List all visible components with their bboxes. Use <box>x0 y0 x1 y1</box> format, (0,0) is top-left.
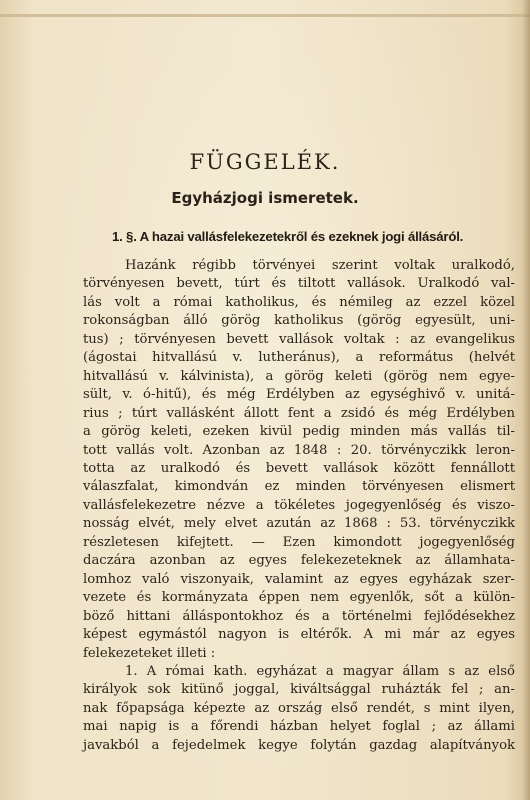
appendix-subheading: Egyházjogi ismeretek. <box>171 189 359 207</box>
text-line: mai napig is a főrendi házban helyet foglal ; az állami <box>83 719 515 735</box>
text-line: vallásfelekezetre nézve a tökéletes jogegyenlőség és viszo- <box>83 497 515 513</box>
text-line: daczára azonban az egyes felekezeteknek az államhata- <box>83 553 515 569</box>
text-line: 1. A római kath. egyházat a magyar állam s az első <box>125 663 515 679</box>
text-line: törvényesen bevett, túrt és tiltott vallások. Uralkodó val- <box>83 276 515 292</box>
page-binding-shadow <box>522 0 530 800</box>
text-line: totta az uralkodó és bevett vallások között fennállott <box>83 460 515 476</box>
text-line: vezete és kormányzata éppen nem egyenlők, sőt a külön- <box>83 590 515 606</box>
text-line: nak főpapsága képezte az ország első rendét, s mint ilyen, <box>83 700 515 716</box>
text-line: javakból a fejedelmek kegye folytán gazdag alapítványok <box>83 737 515 753</box>
text-line: rokonságban álló görög katholikus (görög egyesült, uni- <box>83 313 515 329</box>
text-line: lás volt a római katholikus, és némileg az ezzel közel <box>83 294 515 310</box>
text-line: felekezeteket illeti : <box>83 645 216 661</box>
page-top-edge <box>0 14 530 17</box>
text-line: (ágostai hitvallású v. lutheránus), a református (helvét <box>83 350 515 366</box>
text-line: tus) ; törvényesen bevett vallások voltak : az evangelikus <box>83 331 515 347</box>
text-line: képest egymástól nagyon is eltérők. A mi már az egyes <box>83 627 515 643</box>
section-title: 1. §. A hazai vallásfelekezetekről és ezeknek jogi állásáról. <box>112 229 464 244</box>
text-line: hitvallású v. kálvinista), a görög keleti (görög nem egye- <box>83 368 515 384</box>
text-line: sült, v. ó-hitű), és még Erdélyben az egységhivő v. unitá- <box>83 387 515 403</box>
text-line: nosság elvét, mely elvet azután az 1868 : 53. törvényczikk <box>83 516 515 532</box>
body-text <box>83 257 515 755</box>
text-line: lomhoz való viszonyaik, valamint az egyes egyházak szer- <box>83 571 515 587</box>
text-line: tott vallás volt. Azonban az 1848 : 20. törvényczikk leron- <box>83 442 515 458</box>
text-line: részletesen kifejtett. — Ezen kimondott jogegyenlőség <box>83 534 515 550</box>
text-line: böző hittani álláspontokhoz és a történelmi fejlődésekhez <box>83 608 515 624</box>
text-line: Hazánk régibb törvényei szerint voltak uralkodó, <box>125 258 515 273</box>
text-line: a görög keleti, ezeken kivül pedig minden más vallás til- <box>83 424 515 440</box>
text-line: válaszfalat, kimondván ez minden törvényesen elismert <box>83 479 515 495</box>
text-line: rius ; túrt vallásként állott fent a zsidó és még Erdélyben <box>83 405 515 421</box>
text-line: királyok sok kitünő joggal, kiváltsággal ruházták fel ; an- <box>83 682 515 698</box>
appendix-heading: FÜGGELÉK. <box>189 150 341 174</box>
